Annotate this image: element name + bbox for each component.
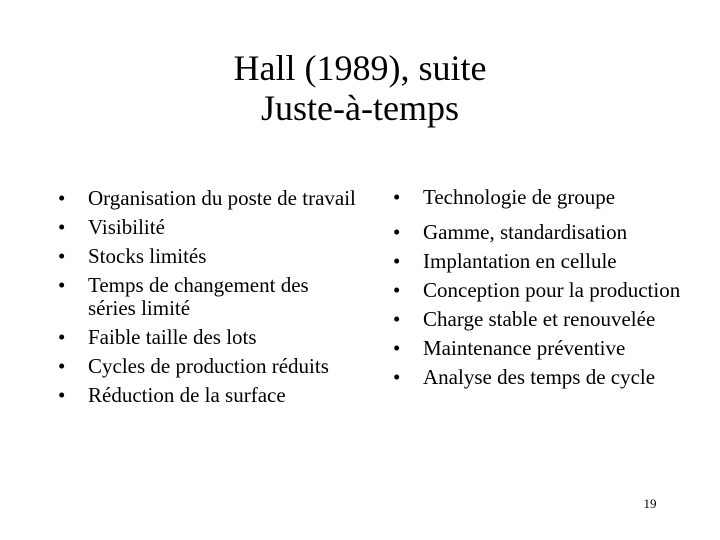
bullet-icon: • (393, 249, 401, 273)
slide-title-line-2: Juste-à-temps (261, 88, 459, 128)
list-item-text: Technologie de groupe (423, 185, 616, 209)
list-item-text: Conception pour la production (423, 278, 681, 302)
left-bullet-list (58, 187, 358, 413)
bullet-icon: • (393, 185, 401, 209)
list-item (393, 250, 713, 273)
bullet-icon: • (58, 383, 66, 407)
bullet-icon: • (58, 244, 66, 268)
slide-title (0, 48, 720, 128)
list-item (58, 187, 358, 210)
list-item-text: Implantation en cellule (423, 249, 617, 273)
list-item-text: Charge stable et renouvelée (423, 307, 656, 331)
list-item (58, 274, 358, 320)
list-item-text: Stocks limités (88, 244, 207, 268)
list-item-text: Réduction de la surface (88, 383, 286, 407)
bullet-icon: • (393, 220, 401, 244)
page-number: 19 (643, 496, 657, 511)
list-item-text: Analyse des temps de cycle (423, 365, 656, 389)
list-item-text: Gamme, standardisation (423, 220, 628, 244)
bullet-icon: • (393, 336, 401, 360)
list-item (58, 384, 358, 407)
list-item-text: Temps de changement des séries limité (88, 273, 309, 320)
list-item-text: Organisation du poste de travail (88, 186, 356, 210)
list-item (393, 186, 713, 209)
bullet-icon: • (58, 273, 66, 297)
list-item (393, 337, 713, 360)
right-bullet-list (393, 186, 713, 395)
list-item (58, 355, 358, 378)
bullet-icon: • (393, 365, 401, 389)
list-item-text: Faible taille des lots (88, 325, 257, 349)
list-item-text: Cycles de production réduits (88, 354, 329, 378)
list-item (393, 366, 713, 389)
bullet-icon: • (58, 354, 66, 378)
bullet-icon: • (58, 325, 66, 349)
list-item (58, 216, 358, 239)
list-item-text: Visibilité (88, 215, 165, 239)
list-item (393, 308, 713, 331)
list-item-text: Maintenance préventive (423, 336, 626, 360)
bullet-icon: • (393, 278, 401, 302)
list-item (58, 245, 358, 268)
bullet-icon: • (393, 307, 401, 331)
list-item (393, 279, 713, 302)
bullet-icon: • (58, 186, 66, 210)
bullet-icon: • (58, 215, 66, 239)
list-item (393, 221, 713, 244)
list-item (58, 326, 358, 349)
slide-title-line-1: Hall (1989), suite (233, 48, 487, 88)
